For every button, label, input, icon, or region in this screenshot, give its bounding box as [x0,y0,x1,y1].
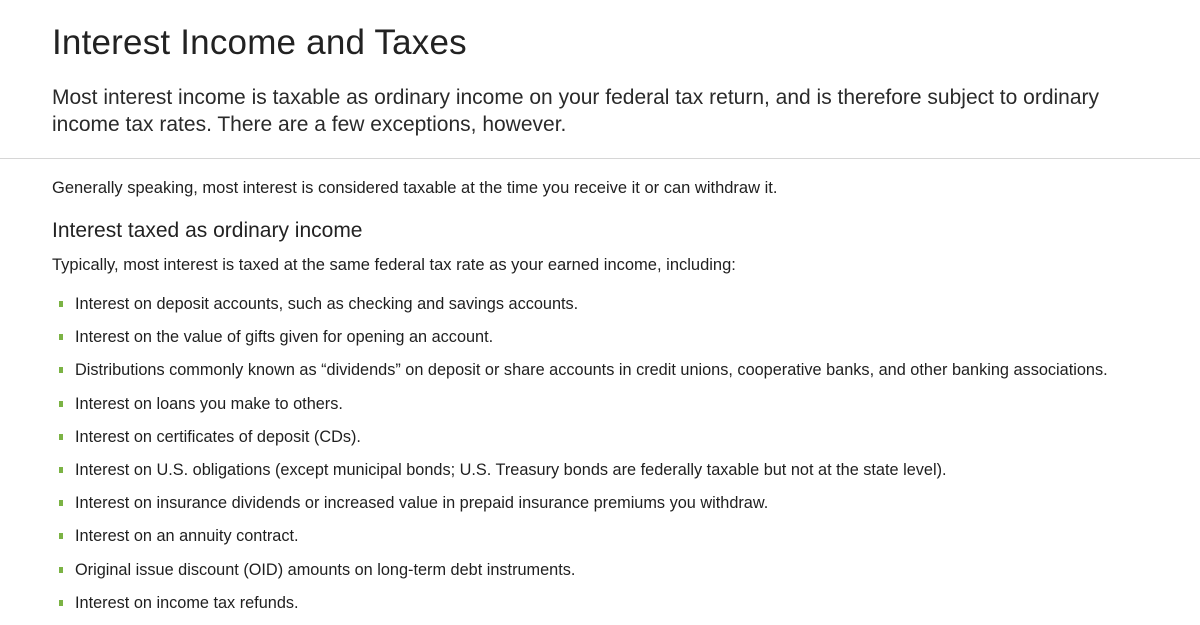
bullet-icon [59,467,63,473]
list-item-text: Interest on the value of gifts given for opening an account. [75,328,494,347]
list-item [52,492,1197,525]
bullet-icon [59,567,63,573]
list-item [52,426,1197,459]
bullet-icon [59,334,63,340]
list-item [52,293,1197,326]
bullet-icon [59,401,63,407]
list-item-text: Interest on insurance dividends or increased value in prepaid insurance premiums you withdraw. [75,494,769,513]
list-item [52,359,1197,392]
bullet-icon [59,533,63,539]
list-item [52,525,1197,558]
lead-paragraph: Generally speaking, most interest is considered taxable at the time you receive it or can withdraw it. [52,179,778,197]
list-item [52,559,1197,592]
list-item-text: Interest on income tax refunds. [75,593,299,612]
bullet-icon [59,500,63,506]
list-item-text: Interest on loans you make to others. [75,394,343,413]
page-title: Interest Income and Taxes [52,23,467,62]
list-item-text: Distributions commonly known as “dividends” on deposit or share accounts in credit unions, cooperative banks, and other banking associations. [75,361,1108,380]
list-item [52,459,1197,492]
list-item [52,393,1197,426]
list-item [52,592,1197,625]
section-intro: Typically, most interest is taxed at the same federal tax rate as your earned income, including: [52,256,736,274]
list-item-text: Interest on U.S. obligations (except municipal bonds; U.S. Treasury bonds are federally taxable but not at the state level). [75,460,947,479]
bullet-icon [59,600,63,606]
section-heading: Interest taxed as ordinary income [52,219,363,242]
bullet-icon [59,301,63,307]
bullet-icon [59,434,63,440]
interest-types-list [52,293,1197,625]
article-intro: Most interest income is taxable as ordinary income on your federal tax return, and is therefore subject to ordinary income tax rates. There are a few exceptions, however. [52,86,1100,136]
bullet-icon [59,367,63,373]
list-item-text: Interest on certificates of deposit (CDs). [75,427,361,446]
article-header [0,0,1200,159]
list-item [52,326,1197,359]
list-item-text: Original issue discount (OID) amounts on long-term debt instruments. [75,560,576,579]
list-item-text: Interest on deposit accounts, such as checking and savings accounts. [75,295,579,313]
list-item-text: Interest on an annuity contract. [75,527,299,546]
